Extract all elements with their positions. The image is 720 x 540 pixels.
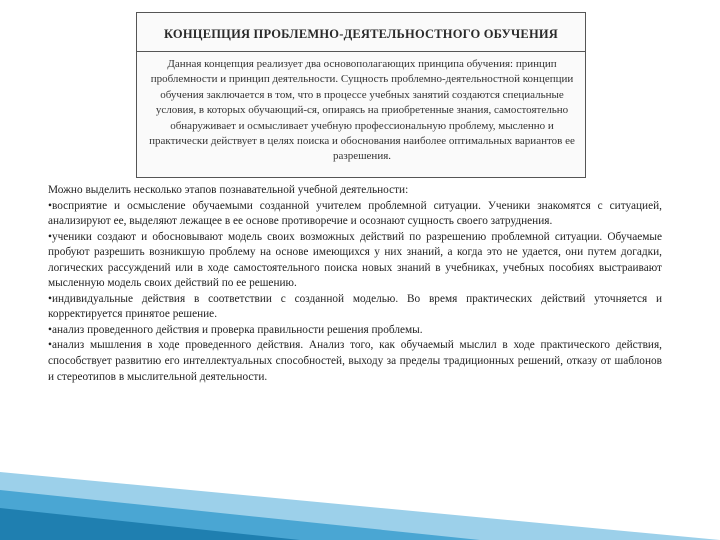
- stage-item: •восприятие и осмысление обучаемыми созданной учителем проблемной ситуации. Ученики знакомятся с ситуацией, анализируют ее, выделяют лежащее в ее основе противоречие и осознают сущность своего затруднения.: [48, 199, 662, 228]
- stage-item: •ученики создают и обосновывают модель своих возможных действий по разрешению проблемной ситуации. Обучаемые пробуют разрешить возникшую проблему на основе имеющихся у них знаний, а когда это не удается, они путем догадки, логических рассуждений или в ходе самостоятельного поиска новых знаний в учебниках, учебных пособиях выстраивают мысленную модель своих действий по ее решению.: [48, 230, 662, 290]
- title-divider: [137, 51, 585, 52]
- concept-description: Данная концепция реализует два основополагающих принципа обучения: принцип проблемности и принцип деятельности. Сущность проблемно-деятельностной концепции обучения заключается в том, что в процессе учебных занятий создаются специальные условия, в которых обучающий-ся, опираясь на приобретенные знания, самостоятельно обнаруживает и осмысливает учебную профессиональную проблему, мысленно и практически действует в целях поиска и обоснования наиболее оптимальных вариантов ее разрешения.: [149, 58, 575, 163]
- decorative-blue-wedge: [0, 450, 720, 540]
- stage-item: •анализ мышления в ходе проведенного действия. Анализ того, как обучаемый мыслил в ходе практического действия, способствует развитию его интеллектуальных способностей, выходу за пределы традиционных решений, отказу от шаблонов и стереотипов в мыслительной деятельности.: [48, 339, 662, 383]
- stage-item: •анализ проведенного действия и проверка правильности решения проблемы.: [48, 323, 423, 336]
- concept-box: [136, 12, 586, 178]
- intro-paragraph: Можно выделить несколько этапов познавательной учебной деятельности:: [48, 184, 409, 196]
- body-text: [48, 183, 662, 385]
- concept-title: КОНЦЕПЦИЯ ПРОБЛЕМНО-ДЕЯТЕЛЬНОСТНОГО ОБУЧЕНИЯ: [163, 27, 559, 41]
- stage-item: •индивидуальные действия в соответствии с созданной моделью. Во время практических действий уточняется и корректируется принятое решение.: [48, 292, 662, 321]
